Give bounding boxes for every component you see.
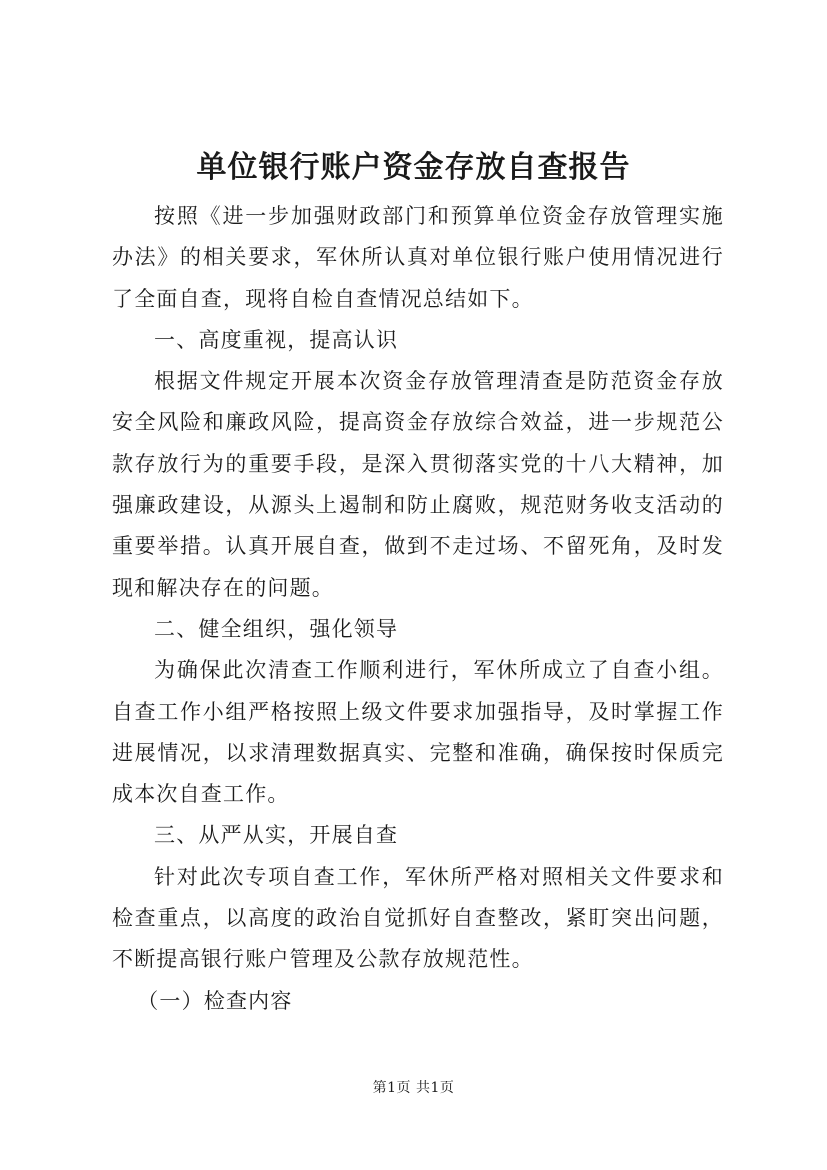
intro-paragraph: 按照《进一步加强财政部门和预算单位资金存放管理实施办法》的相关要求，军休所认真对单位银行账户使用情况进行了全面自查，现将自检自查情况总结如下。 — [112, 204, 724, 311]
section-heading-1: 一、高度重视，提高认识 — [154, 327, 399, 352]
section-paragraph-1: 根据文件规定开展本次资金存放管理清查是防范资金存放安全风险和廉政风险，提高资金存放综合效益，进一步规范公款存放行为的重要手段，是深入贯彻落实党的十八大精神，加强廉政建设，从源头上遏制和防止腐败，规范财务收支活动的重要举措。认真开展自查，做到不走过场、不留死角，及时发现和解决存在的问题。 — [112, 369, 724, 600]
subsection-heading: （一）检查内容 — [137, 988, 293, 1013]
section-paragraph-2: 为确保此次清查工作顺利进行，军休所成立了自查小组。自查工作小组严格按照上级文件要求加强指导，及时掌握工作进展情况，以求清理数据真实、完整和准确，确保按时保质完成本次自查工作。 — [112, 658, 724, 807]
page-title: 单位银行账户资金存放自查报告 — [196, 150, 631, 185]
page-number: 第1页 共1页 — [372, 1080, 455, 1096]
section-heading-3: 三、从严从实，开展自查 — [154, 823, 399, 848]
section-paragraph-3: 针对此次专项自查工作，军休所严格对照相关文件要求和检查重点，以高度的政治自觉抓好自查整改，紧盯突出问题，不断提高银行账户管理及公款存放规范性。 — [112, 864, 724, 972]
section-heading-2: 二、健全组织，强化领导 — [154, 616, 399, 641]
document-body — [112, 196, 724, 1022]
